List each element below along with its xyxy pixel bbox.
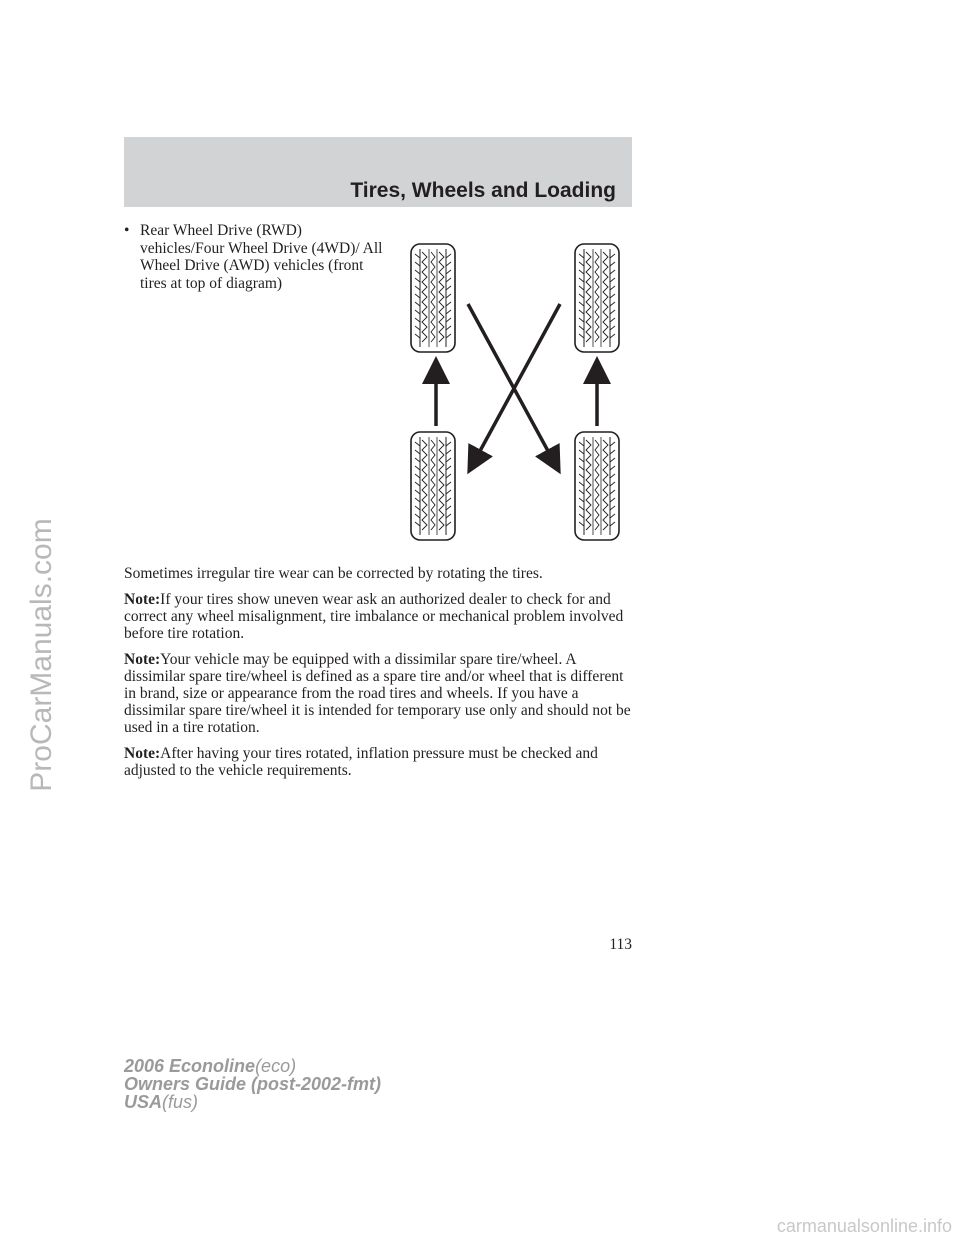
bullet-symbol: • [124, 222, 130, 239]
footer-region-code: (fus) [162, 1092, 199, 1112]
paragraph-rotation: Sometimes irregular tire wear can be corrected by rotating the tires. [124, 565, 543, 582]
side-watermark-text: ProCarManuals.com [25, 518, 58, 792]
arrow-front-left-to-rear-right [468, 304, 554, 462]
note-inflation-pressure [124, 745, 636, 779]
note-dissimilar-spare [124, 651, 636, 736]
rear-left-tire [411, 432, 455, 540]
document-footer [124, 1057, 381, 1111]
note-text: After having your tires rotated, inflation pressure must be checked and adjusted to the vehicle requirements. [124, 745, 598, 779]
note-text: If your tires show uneven wear ask an authorized dealer to check for and correct any wheel misalignment, tire imbalance or mechanical problem involved before tire rotation. [124, 591, 624, 642]
side-watermark [0, 0, 60, 1242]
footer-region: USA [124, 1092, 163, 1112]
footer-model-code: (eco) [255, 1056, 297, 1076]
bottom-watermark: carmanualsonline.info [776, 1216, 952, 1236]
note-label: Note: [124, 591, 161, 608]
note-label: Note: [124, 745, 161, 762]
front-right-tire [575, 244, 619, 352]
arrow-front-right-to-rear-left [474, 304, 560, 462]
section-header [124, 137, 632, 207]
note-text: Your vehicle may be equipped with a dissimilar spare tire/wheel. A dissimilar spare tire/wheel is defined as a spare tire and/or wheel that is different in brand, size or appearance from the road tires and wheels. If you have a dissimilar spare tire/wheel it is intended for temporary use only and should not be used in a tire rotation. [124, 651, 631, 736]
footer-model: 2006 Econoline [124, 1056, 256, 1076]
rear-right-tire [575, 432, 619, 540]
note-label: Note: [124, 651, 161, 668]
note-uneven-wear [124, 591, 636, 642]
footer-guide: Owners Guide (post-2002-fmt) [124, 1074, 382, 1094]
page-number: 113 [609, 936, 632, 953]
bullet-text: Rear Wheel Drive (RWD) vehicles/Four Wheel Drive (4WD)/ All Wheel Drive (AWD) vehicles (front tires at top of diagram) [140, 222, 383, 292]
tire-rotation-diagram [396, 236, 636, 546]
front-left-tire [411, 244, 455, 352]
body-text [124, 565, 636, 788]
bullet-item [124, 222, 384, 292]
section-title: Tires, Wheels and Loading [350, 179, 616, 202]
